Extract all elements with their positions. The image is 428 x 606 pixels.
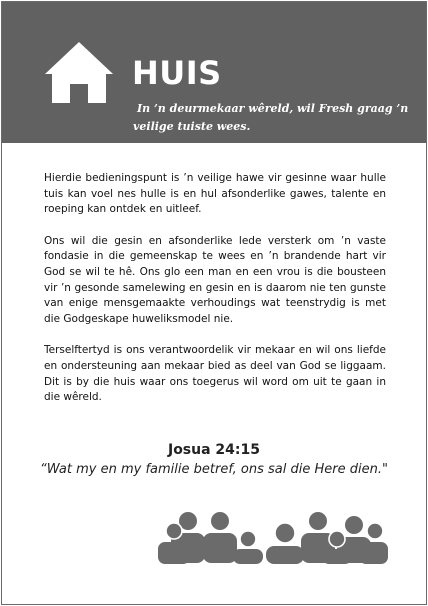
document-page — [1, 1, 427, 605]
page-title: HUIS — [132, 54, 222, 92]
people-group-icon — [158, 507, 388, 564]
house-icon — [43, 40, 115, 104]
body-text — [44, 171, 386, 422]
paragraph-1: Hierdie bedieningspunt is ’n veilige hawe vir gesinne waar hulle tuis kan voel nes hulle is en hul afsonderlike gawes, talente en roeping kan ontdek en uitleef. — [44, 172, 386, 216]
header-banner — [2, 2, 426, 143]
paragraph-3: Terselftertyd is ons verantwoordelik vir mekaar en wil ons liefde en ondersteuning aan mekaar bied as deel van God se liggaam. Dit is by die huis waar ons toegerus wil word om uit te gaan in die wêreld. — [44, 344, 386, 404]
verse-reference: Josua 24:15 — [167, 442, 260, 458]
verse-quote: “Wat my en my familie betref, ons sal die Here dien." — [40, 462, 388, 477]
paragraph-2: Ons wil die gesin en afsonderlike lede versterk om ’n vaste fondasie in die gemeenskap te wees en ’n brandende hart vir God se wil te hê. Ons glo een man en een vrou is die bousteen vir ’n gesonde samelewing en gesin en is daarom nie ten gunste van enige mensgemaakte verhoudings wat teenstrydig is met die Godgeskape huweliksmodel nie. — [44, 234, 386, 325]
tagline: In ’n deurmekaar wêreld, wil Fresh graag ’n veilige tuiste wees. — [133, 102, 409, 133]
